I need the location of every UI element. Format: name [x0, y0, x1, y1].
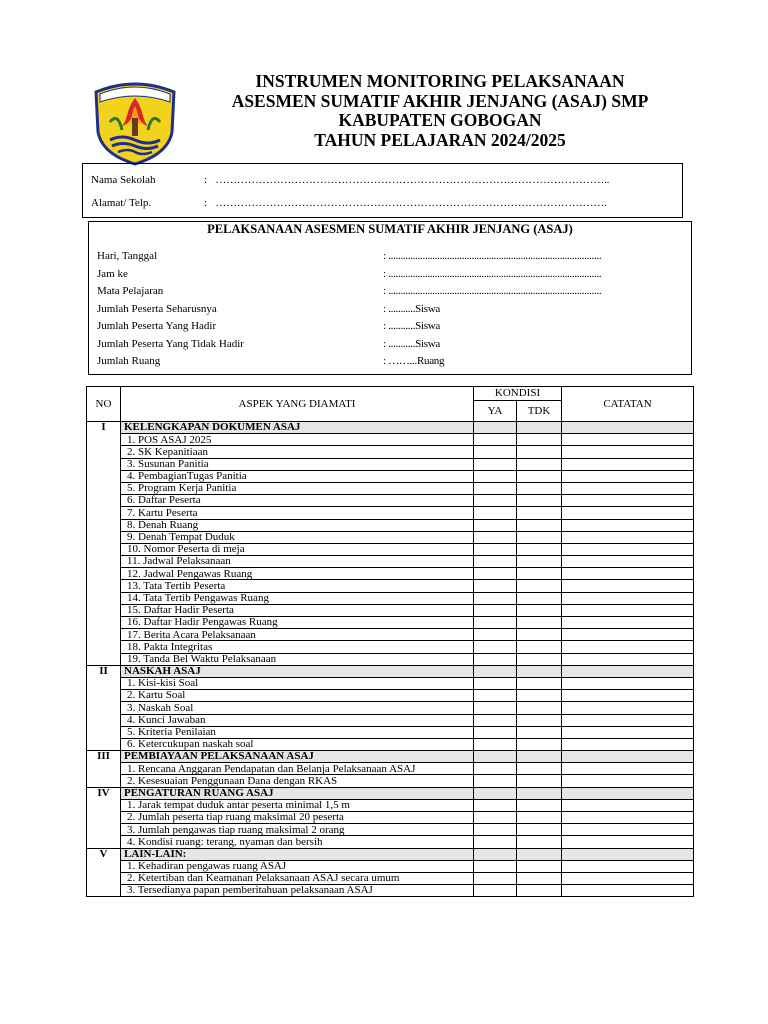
pel-field[interactable]: : ...........Siswa — [383, 337, 440, 350]
ya-cell[interactable] — [474, 860, 517, 872]
school-info-box — [82, 163, 683, 218]
alamat-row — [91, 197, 607, 209]
catatan-cell[interactable] — [562, 519, 694, 531]
catatan-cell[interactable] — [562, 592, 694, 604]
pel-row — [97, 250, 601, 262]
aspek-item: 2. Kartu Soal — [121, 690, 474, 702]
checklist-table — [86, 386, 694, 897]
ya-cell[interactable] — [474, 482, 517, 494]
separator: : — [204, 174, 208, 186]
tdk-cell[interactable] — [517, 714, 562, 726]
catatan-cell[interactable] — [562, 507, 694, 519]
title-line: TAHUN PELAJARAN 2024/2025 — [314, 129, 566, 150]
section-row — [87, 665, 694, 677]
table-row — [87, 470, 694, 482]
tdk-cell[interactable] — [517, 665, 562, 677]
aspek-item: 8. Denah Ruang — [121, 519, 474, 531]
catatan-cell[interactable] — [562, 690, 694, 702]
section-title: LAIN-LAIN: — [121, 848, 474, 860]
tdk-cell[interactable] — [517, 812, 562, 824]
section-number: V — [87, 848, 121, 897]
aspek-item: 2. Kesesuaian Penggunaan Dana dengan RKAS — [121, 775, 474, 787]
table-row — [87, 885, 694, 897]
aspek-item: 2. SK Kepanitiaan — [121, 446, 474, 458]
ya-cell[interactable] — [474, 702, 517, 714]
tdk-cell[interactable] — [517, 763, 562, 775]
catatan-cell[interactable] — [562, 434, 694, 446]
ya-cell[interactable] — [474, 665, 517, 677]
aspek-item: 5. Program Kerja Panitia — [121, 482, 474, 494]
pel-field[interactable]: : ....................................................................................... — [383, 250, 602, 262]
aspek-item: 1. POS ASAJ 2025 — [121, 434, 474, 446]
tdk-cell[interactable] — [517, 726, 562, 738]
section-row — [87, 848, 694, 860]
table-row — [87, 629, 694, 641]
section-title: KELENGKAPAN DOKUMEN ASAJ — [121, 422, 474, 434]
catatan-cell[interactable] — [562, 665, 694, 677]
table-row — [87, 507, 694, 519]
table-row — [87, 482, 694, 494]
ya-cell[interactable] — [474, 458, 517, 470]
catatan-cell[interactable] — [562, 702, 694, 714]
aspek-item: 1. Jarak tempat duduk antar peserta minimal 1,5 m — [121, 799, 474, 811]
aspek-item: 17. Berita Acara Pelaksanaan — [121, 629, 474, 641]
table-row — [87, 531, 694, 543]
aspek-item: 3. Jumlah pengawas tiap ruang maksimal 2 orang — [121, 824, 474, 836]
pel-label: Jam ke — [97, 267, 128, 280]
col-kondisi-header: KONDISI — [474, 387, 562, 401]
ya-cell[interactable] — [474, 507, 517, 519]
tdk-cell[interactable] — [517, 848, 562, 860]
ya-cell[interactable] — [474, 812, 517, 824]
table-row — [87, 677, 694, 689]
table-row — [87, 580, 694, 592]
catatan-cell[interactable] — [562, 653, 694, 665]
tdk-cell[interactable] — [517, 641, 562, 653]
ya-cell[interactable] — [474, 495, 517, 507]
section-row — [87, 422, 694, 434]
pel-field[interactable]: : ……...Ruang — [383, 355, 445, 367]
catatan-cell[interactable] — [562, 714, 694, 726]
aspek-item: 1. Kisi-kisi Soal — [121, 677, 474, 689]
tdk-cell[interactable] — [517, 531, 562, 543]
catatan-cell[interactable] — [562, 836, 694, 848]
nama-sekolah-row — [91, 174, 609, 186]
tdk-cell[interactable] — [517, 458, 562, 470]
catatan-cell[interactable] — [562, 629, 694, 641]
tdk-cell[interactable] — [517, 738, 562, 750]
table-row — [87, 702, 694, 714]
catatan-cell[interactable] — [562, 751, 694, 763]
aspek-item: 19. Tanda Bel Waktu Pelaksanaan — [121, 653, 474, 665]
table-row — [87, 763, 694, 775]
nama-sekolah-label: Nama Sekolah — [91, 174, 156, 186]
tdk-cell[interactable] — [517, 604, 562, 616]
pel-field[interactable]: : ....................................................................................... — [383, 267, 602, 280]
catatan-cell[interactable] — [562, 641, 694, 653]
catatan-cell[interactable] — [562, 604, 694, 616]
tdk-cell[interactable] — [517, 836, 562, 848]
aspek-item: 10. Nomor Peserta di meja — [121, 543, 474, 555]
ya-cell[interactable] — [474, 690, 517, 702]
ya-cell[interactable] — [474, 824, 517, 836]
section-row — [87, 751, 694, 763]
pel-label: Jumlah Peserta Yang Tidak Hadir — [97, 337, 244, 350]
tdk-cell[interactable] — [517, 580, 562, 592]
ya-cell[interactable] — [474, 580, 517, 592]
catatan-cell[interactable] — [562, 812, 694, 824]
ya-cell[interactable] — [474, 568, 517, 580]
aspek-item: 2. Ketertiban dan Keamanan Pelaksanaan ASAJ secara umum — [121, 872, 474, 884]
tdk-cell[interactable] — [517, 690, 562, 702]
catatan-cell[interactable] — [562, 677, 694, 689]
tdk-cell[interactable] — [517, 617, 562, 629]
catatan-cell[interactable] — [562, 799, 694, 811]
tdk-cell[interactable] — [517, 592, 562, 604]
alamat-field[interactable]: ………………………………………………………………………………………………. — [215, 197, 607, 209]
table-row — [87, 592, 694, 604]
section-number: II — [87, 665, 121, 750]
tdk-cell[interactable] — [517, 446, 562, 458]
aspek-item: 3. Susunan Panitia — [121, 458, 474, 470]
catatan-cell[interactable] — [562, 422, 694, 434]
tdk-cell[interactable] — [517, 702, 562, 714]
pel-label: Jumlah Peserta Seharusnya — [97, 302, 217, 315]
section-title: PENGATURAN RUANG ASAJ — [121, 787, 474, 799]
catatan-cell[interactable] — [562, 458, 694, 470]
ya-cell[interactable] — [474, 677, 517, 689]
section-number: IV — [87, 787, 121, 848]
catatan-cell[interactable] — [562, 775, 694, 787]
pel-row — [97, 268, 601, 280]
catatan-cell[interactable] — [562, 848, 694, 860]
nama-sekolah-field[interactable]: ……………………………………………………………………………………………….. — [215, 174, 610, 186]
section-title: NASKAH ASAJ — [121, 665, 474, 677]
section-number: III — [87, 751, 121, 788]
col-catatan-header: CATATAN — [562, 387, 694, 422]
col-ya-header: YA — [474, 401, 517, 422]
ya-cell[interactable] — [474, 604, 517, 616]
ya-cell[interactable] — [474, 836, 517, 848]
aspek-item: 3. Tersedianya papan pemberitahuan pelaksanaan ASAJ — [121, 885, 474, 897]
ya-cell[interactable] — [474, 519, 517, 531]
aspek-item: 5. Kriteria Penilaian — [121, 726, 474, 738]
table-row — [87, 738, 694, 750]
ya-cell[interactable] — [474, 738, 517, 750]
aspek-item: 9. Denah Tempat Duduk — [121, 531, 474, 543]
tdk-cell[interactable] — [517, 507, 562, 519]
catatan-cell[interactable] — [562, 580, 694, 592]
tdk-cell[interactable] — [517, 470, 562, 482]
ya-cell[interactable] — [474, 470, 517, 482]
ya-cell[interactable] — [474, 751, 517, 763]
catatan-cell[interactable] — [562, 738, 694, 750]
tdk-cell[interactable] — [517, 629, 562, 641]
ya-cell[interactable] — [474, 763, 517, 775]
alamat-label: Alamat/ Telp. — [91, 197, 152, 209]
pel-row — [97, 355, 444, 367]
col-no-header: NO — [87, 387, 121, 422]
ya-cell[interactable] — [474, 726, 517, 738]
tdk-cell[interactable] — [517, 519, 562, 531]
table-row — [87, 434, 694, 446]
ya-cell[interactable] — [474, 799, 517, 811]
ya-cell[interactable] — [474, 714, 517, 726]
ya-cell[interactable] — [474, 872, 517, 884]
table-row — [87, 860, 694, 872]
pel-label: Jumlah Peserta Yang Hadir — [97, 320, 217, 332]
aspek-item: 12. Jadwal Pengawas Ruang — [121, 568, 474, 580]
catatan-cell[interactable] — [562, 495, 694, 507]
tdk-cell[interactable] — [517, 482, 562, 494]
aspek-item: 6. Ketercukupan naskah soal — [121, 738, 474, 750]
tdk-cell[interactable] — [517, 495, 562, 507]
title-line: KABUPATEN GOBOGAN — [338, 110, 542, 130]
tdk-cell[interactable] — [517, 751, 562, 763]
col-tdk-header: TDK — [517, 401, 562, 422]
aspek-item: 18. Pakta Integritas — [121, 641, 474, 653]
section-row — [87, 787, 694, 799]
title-line: INSTRUMEN MONITORING PELAKSANAAN — [255, 71, 625, 91]
tdk-cell[interactable] — [517, 568, 562, 580]
aspek-item: 16. Daftar Hadir Pengawas Ruang — [121, 617, 474, 629]
catatan-cell[interactable] — [562, 860, 694, 872]
catatan-cell[interactable] — [562, 556, 694, 568]
ya-cell[interactable] — [474, 592, 517, 604]
aspek-item: 1. Rencana Anggaran Pendapatan dan Belanja Pelaksanaan ASAJ — [121, 763, 474, 775]
table-row — [87, 556, 694, 568]
catatan-cell[interactable] — [562, 543, 694, 555]
aspek-item: 1. Kehadiran pengawas ruang ASAJ — [121, 860, 474, 872]
catatan-cell[interactable] — [562, 617, 694, 629]
catatan-cell[interactable] — [562, 531, 694, 543]
aspek-item: 2. Jumlah peserta tiap ruang maksimal 20 peserta — [121, 812, 474, 824]
pel-row — [97, 285, 601, 297]
pelaksanaan-box — [88, 221, 692, 375]
catatan-cell[interactable] — [562, 482, 694, 494]
table-row — [87, 775, 694, 787]
catatan-cell[interactable] — [562, 787, 694, 799]
tdk-cell[interactable] — [517, 556, 562, 568]
tdk-cell[interactable] — [517, 422, 562, 434]
checklist-body — [87, 422, 694, 897]
tdk-cell[interactable] — [517, 677, 562, 689]
pel-field[interactable]: : ...........Siswa — [383, 302, 440, 315]
aspek-item: 7. Kartu Peserta — [121, 507, 474, 519]
pel-row — [97, 338, 440, 350]
catatan-cell[interactable] — [562, 763, 694, 775]
ya-cell[interactable] — [474, 629, 517, 641]
ya-cell[interactable] — [474, 543, 517, 555]
aspek-item: 4. Kondisi ruang: terang, nyaman dan bersih — [121, 836, 474, 848]
catatan-cell[interactable] — [562, 446, 694, 458]
kabupaten-logo-icon — [88, 74, 182, 166]
table-header-row — [87, 387, 694, 401]
tdk-cell[interactable] — [517, 434, 562, 446]
aspek-item: 11. Jadwal Pelaksanaan — [121, 556, 474, 568]
ya-cell[interactable] — [474, 434, 517, 446]
pel-label: Hari, Tanggal — [97, 250, 158, 262]
tdk-cell[interactable] — [517, 824, 562, 836]
tdk-cell[interactable] — [517, 775, 562, 787]
aspek-item: 4. PembagianTugas Panitia — [121, 470, 474, 482]
table-row — [87, 604, 694, 616]
table-row — [87, 641, 694, 653]
table-row — [87, 812, 694, 824]
ya-cell[interactable] — [474, 556, 517, 568]
table-row — [87, 568, 694, 580]
catatan-cell[interactable] — [562, 885, 694, 897]
tdk-cell[interactable] — [517, 787, 562, 799]
table-row — [87, 495, 694, 507]
ya-cell[interactable] — [474, 531, 517, 543]
ya-cell[interactable] — [474, 446, 517, 458]
aspek-item: 13. Tata Tertib Peserta — [121, 580, 474, 592]
table-row — [87, 543, 694, 555]
catatan-cell[interactable] — [562, 872, 694, 884]
pel-field[interactable]: : ...........Siswa — [383, 320, 440, 332]
aspek-item: 6. Daftar Peserta — [121, 495, 474, 507]
ya-cell[interactable] — [474, 848, 517, 860]
document-title — [190, 72, 690, 150]
pel-row — [97, 303, 440, 315]
ya-cell[interactable] — [474, 885, 517, 897]
pel-label: Jumlah Ruang — [97, 355, 161, 367]
ya-cell[interactable] — [474, 617, 517, 629]
aspek-item: 3. Naskah Soal — [121, 702, 474, 714]
tdk-cell[interactable] — [517, 543, 562, 555]
table-row — [87, 726, 694, 738]
pel-field[interactable]: : ....................................................................................... — [383, 285, 602, 297]
section-number: I — [87, 422, 121, 666]
catatan-cell[interactable] — [562, 568, 694, 580]
ya-cell[interactable] — [474, 775, 517, 787]
ya-cell[interactable] — [474, 653, 517, 665]
ya-cell[interactable] — [474, 422, 517, 434]
pel-label: Mata Pelajaran — [97, 285, 164, 297]
ya-cell[interactable] — [474, 641, 517, 653]
tdk-cell[interactable] — [517, 799, 562, 811]
tdk-cell[interactable] — [517, 885, 562, 897]
table-row — [87, 836, 694, 848]
table-row — [87, 872, 694, 884]
catatan-cell[interactable] — [562, 470, 694, 482]
pelaksanaan-title: PELAKSANAAN ASESMEN SUMATIF AKHIR JENJANG (ASAJ) — [207, 222, 573, 236]
tdk-cell[interactable] — [517, 860, 562, 872]
catatan-cell[interactable] — [562, 726, 694, 738]
section-title: PEMBIAYAAN PELAKSANAAN ASAJ — [121, 751, 474, 763]
aspek-item: 15. Daftar Hadir Peserta — [121, 604, 474, 616]
catatan-cell[interactable] — [562, 824, 694, 836]
separator: : — [204, 197, 208, 209]
title-line: ASESMEN SUMATIF AKHIR JENJANG (ASAJ) SMP — [231, 90, 649, 111]
tdk-cell[interactable] — [517, 653, 562, 665]
table-row — [87, 617, 694, 629]
col-aspek-header: ASPEK YANG DIAMATI — [121, 387, 474, 422]
table-row — [87, 714, 694, 726]
table-row — [87, 690, 694, 702]
table-row — [87, 799, 694, 811]
tdk-cell[interactable] — [517, 872, 562, 884]
table-row — [87, 519, 694, 531]
table-row — [87, 824, 694, 836]
pel-row — [97, 320, 440, 332]
ya-cell[interactable] — [474, 787, 517, 799]
table-row — [87, 653, 694, 665]
aspek-item: 4. Kunci Jawaban — [121, 714, 474, 726]
aspek-item: 14. Tata Tertib Pengawas Ruang — [121, 592, 474, 604]
table-row — [87, 458, 694, 470]
table-row — [87, 446, 694, 458]
